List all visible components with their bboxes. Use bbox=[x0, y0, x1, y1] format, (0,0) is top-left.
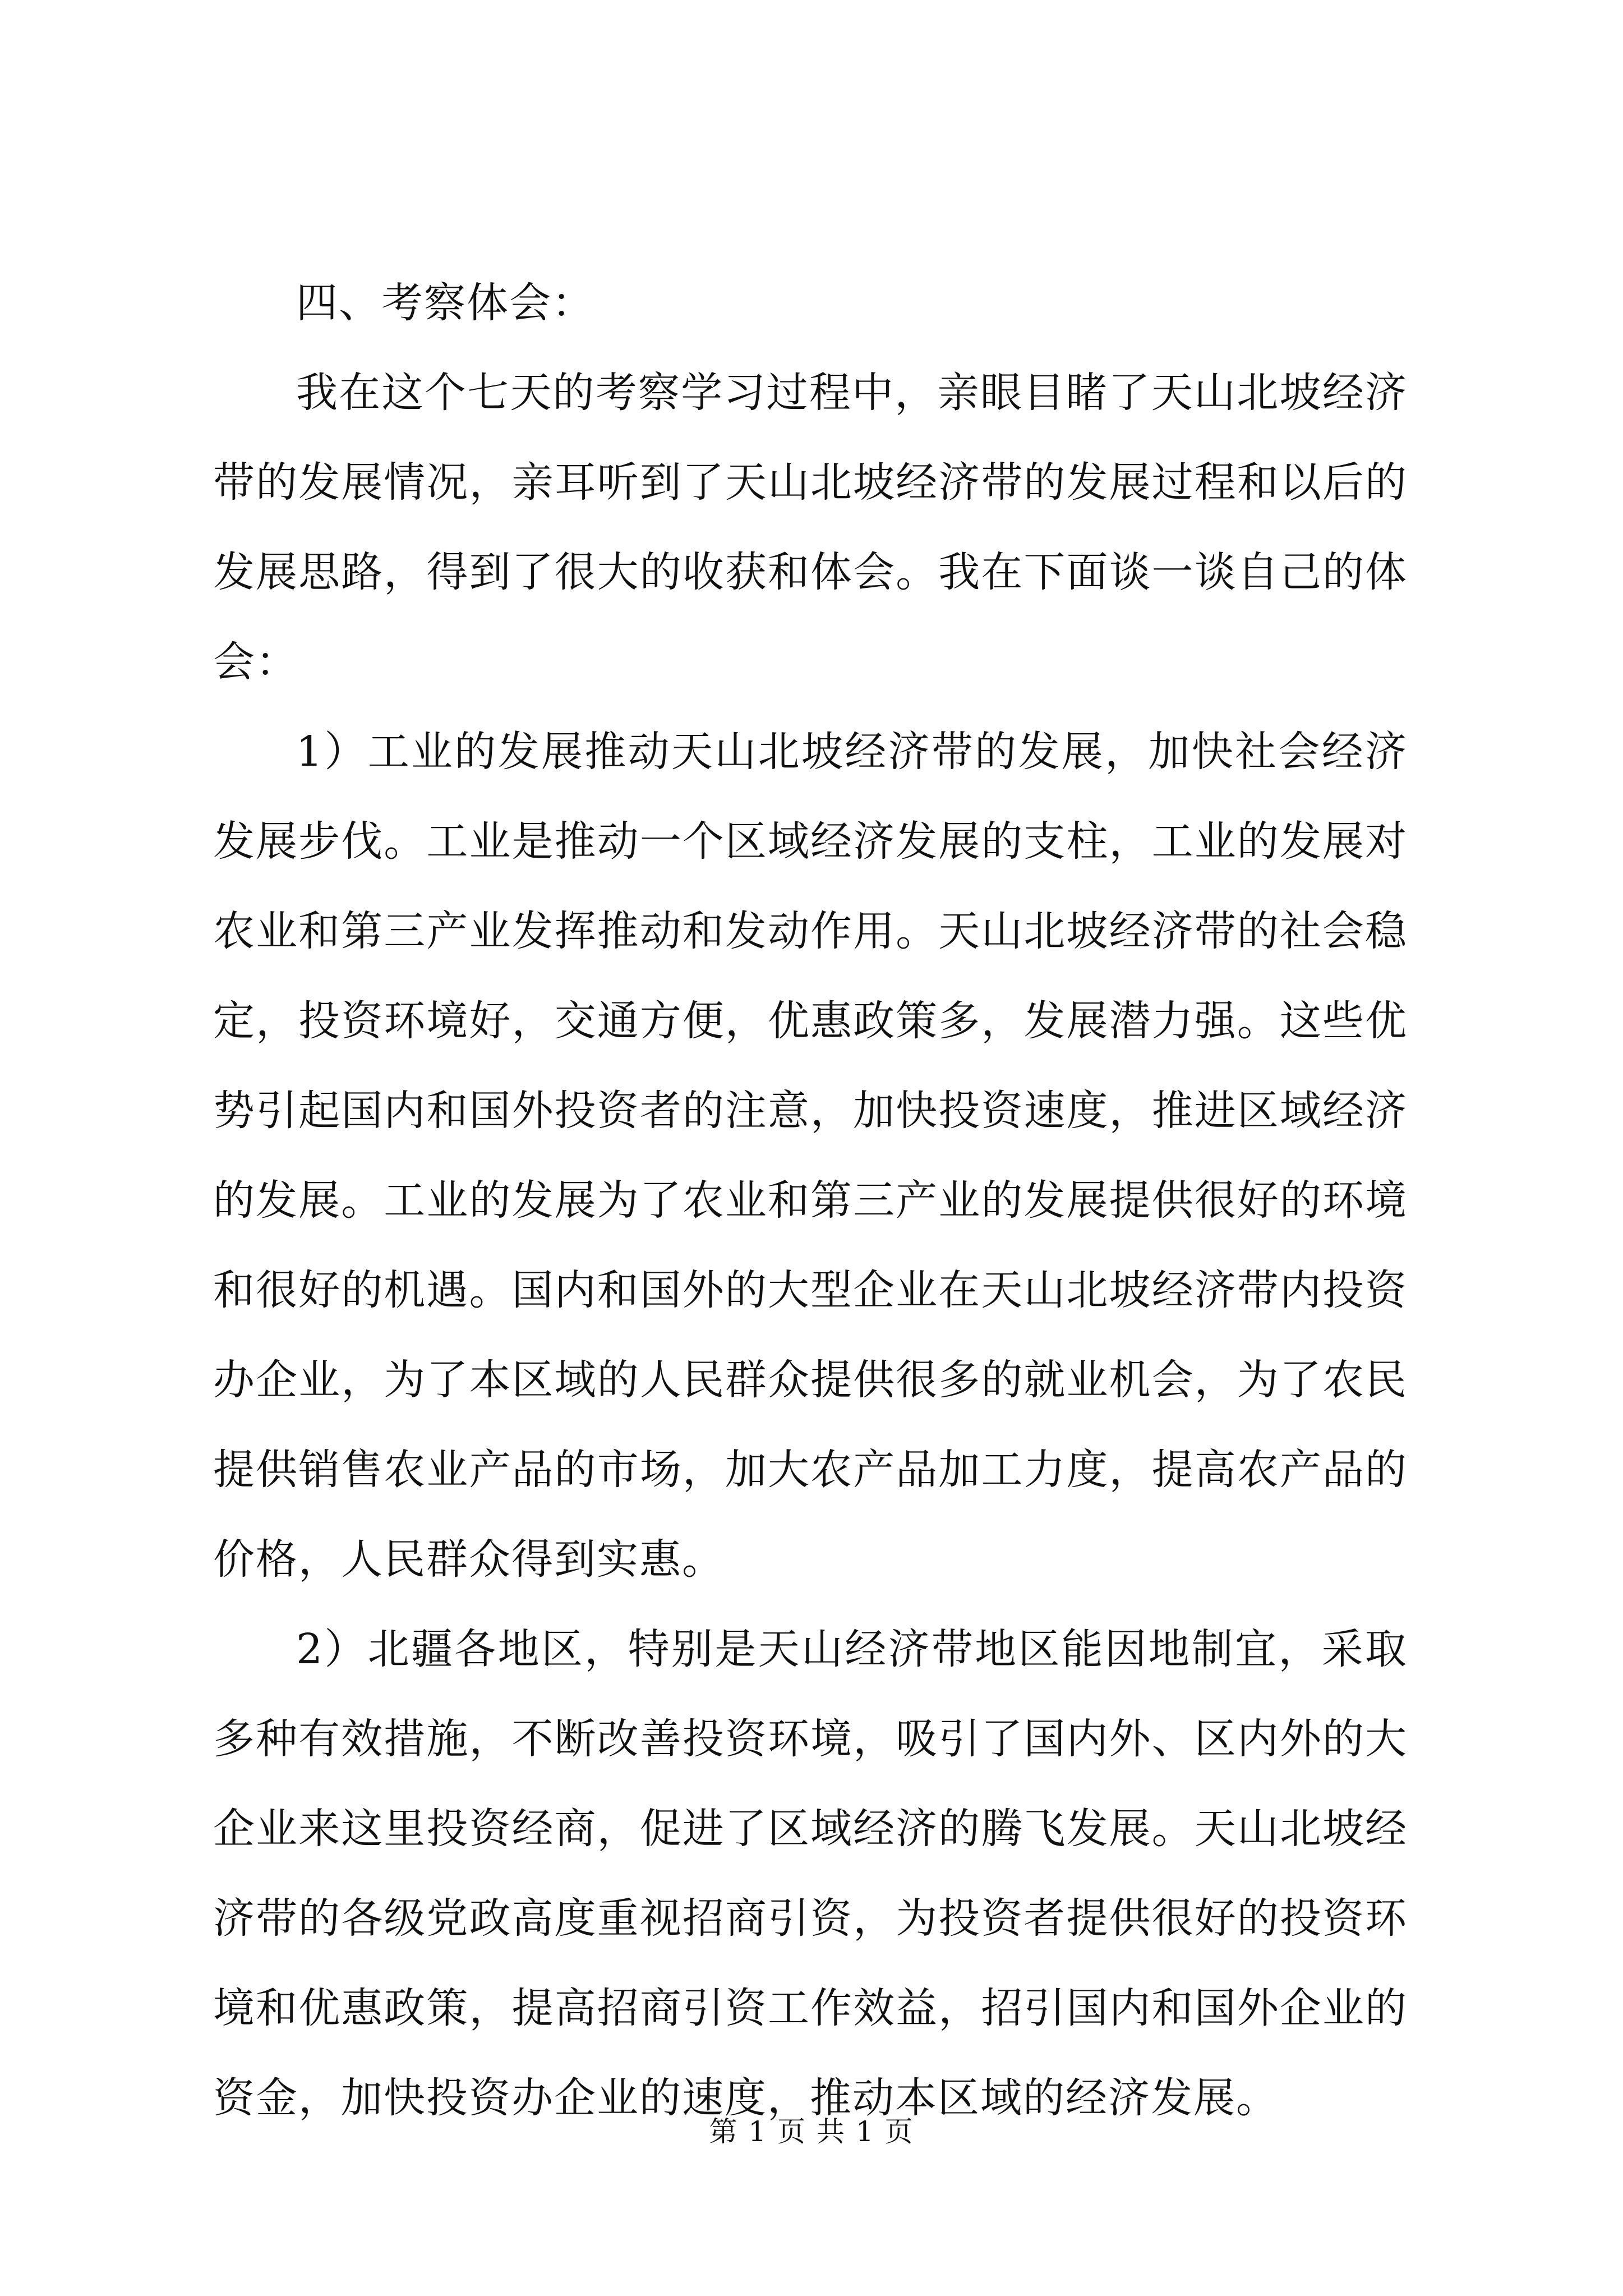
page-number-footer: 第 1 页 共 1 页 bbox=[709, 2115, 914, 2148]
paragraph-intro: 我在这个七天的考察学习过程中，亲眼目睹了天山北坡经济带的发展情况，亲耳听到了天山北坡经济带的发展过程和以后的发展思路，得到了很大的收获和体会。我在下面谈一谈自己的体会： bbox=[213, 369, 1408, 686]
document-body bbox=[213, 258, 1408, 2143]
paragraph-point-2: 2）北疆各地区，特别是天山经济带地区能因地制宜，采取多种有效措施，不断改善投资环境，吸引了国内外、区内外的大企业来这里投资经商，促进了区域经济的腾飞发展。天山北坡经济带的各级党政高度重视招商引资，为投资者提供很好的投资环境和优惠政策，提高招商引资工作效益，招引国内和国外企业的资金，加快投资办企业的速度，推动本区域的经济发展。 bbox=[213, 1625, 1408, 2122]
section-heading: 四、考察体会： bbox=[296, 279, 594, 327]
paragraph-point-1: 1）工业的发展推动天山北坡经济带的发展，加快社会经济发展步伐。工业是推动一个区域经济发展的支柱，工业的发展对农业和第三产业发挥推动和发动作用。天山北坡经济带的社会稳定，投资环境好，交通方便，优惠政策多，发展潜力强。这些优势引起国内和国外投资者的注意，加快投资速度，推进区域经济的发展。工业的发展为了农业和第三产业的发展提供很好的环境和很好的机遇。国内和国外的大型企业在天山北坡经济带内投资办企业，为了本区域的人民群众提供很多的就业机会，为了农民提供销售农业产品的市场，加大农产品加工力度，提高农产品的价格，人民群众得到实惠。 bbox=[213, 728, 1408, 1584]
